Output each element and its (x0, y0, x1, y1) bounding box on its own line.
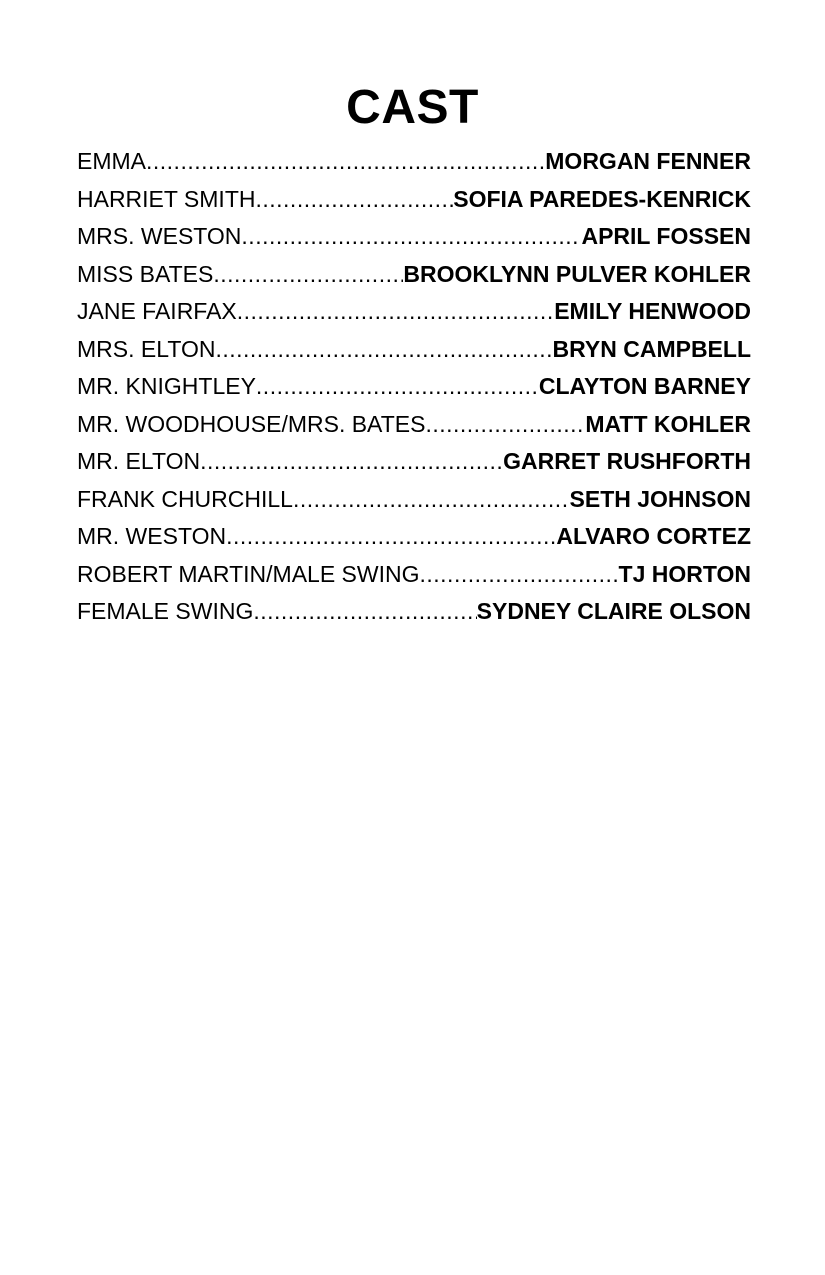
cast-row-mrs-elton (77, 331, 751, 369)
cast-list (77, 143, 751, 631)
actor-name: BROOKLYNN PULVER KOHLER (403, 260, 751, 287)
dot-leader (255, 181, 453, 219)
role-name: FRANK CHURCHILL (77, 485, 293, 512)
role-name: MR. ELTON (77, 448, 201, 474)
cast-row-mrs-weston (77, 218, 751, 256)
cast-row-harriet-smith (77, 181, 751, 219)
dot-leader (425, 406, 585, 444)
role-name: FEMALE SWING (77, 598, 254, 624)
cast-row-robert-martin-male-swing (77, 556, 751, 594)
cast-row-female-swing (77, 593, 751, 631)
actor-name: SETH JOHNSON (569, 485, 751, 512)
dot-leader (146, 143, 545, 181)
actor-name: TJ HORTON (618, 560, 751, 587)
actor-name: APRIL FOSSEN (581, 223, 751, 249)
cast-row-mr-weston (77, 518, 751, 556)
actor-name: ALVARO CORTEZ (556, 523, 751, 549)
cast-row-mr-woodhouse-mrs-bates (77, 406, 751, 444)
dot-leader (237, 293, 554, 331)
role-name: MR. KNIGHTLEY (77, 373, 256, 399)
role-name: MRS. WESTON (77, 223, 242, 249)
role-name: MR. WESTON (77, 523, 227, 549)
role-name: MR. WOODHOUSE/MRS. BATES (77, 410, 426, 437)
cast-row-mr-knightley (77, 368, 751, 406)
actor-name: GARRET RUSHFORTH (503, 448, 751, 474)
actor-name: MORGAN FENNER (545, 148, 751, 174)
role-name: EMMA (77, 148, 146, 174)
dot-leader (293, 481, 570, 519)
dot-leader (213, 256, 403, 294)
role-name: ROBERT MARTIN/MALE SWING (77, 560, 420, 587)
cast-row-emma (77, 143, 751, 181)
actor-name: BRYN CAMPBELL (552, 335, 751, 362)
actor-name: CLAYTON BARNEY (538, 373, 751, 399)
dot-leader (241, 218, 581, 256)
page-title: CAST (346, 81, 479, 134)
cast-row-frank-churchill (77, 481, 751, 519)
actor-name: SYDNEY CLAIRE OLSON (476, 598, 751, 624)
actor-name: MATT KOHLER (585, 410, 751, 437)
actor-name: EMILY HENWOOD (554, 298, 751, 324)
dot-leader (226, 518, 556, 556)
actor-name: SOFIA PAREDES-KENRICK (453, 185, 751, 212)
dot-leader (215, 331, 552, 369)
dot-leader (200, 443, 503, 481)
dot-leader (256, 368, 539, 406)
role-name: JANE FAIRFAX (77, 298, 237, 324)
cast-row-miss-bates (77, 256, 751, 294)
role-name: MRS. ELTON (77, 335, 216, 362)
cast-row-mr-elton (77, 443, 751, 481)
dot-leader (253, 593, 476, 631)
role-name: MISS BATES (77, 260, 214, 287)
dot-leader (420, 556, 619, 594)
role-name: HARRIET SMITH (77, 185, 256, 212)
cast-row-jane-fairfax (77, 293, 751, 331)
